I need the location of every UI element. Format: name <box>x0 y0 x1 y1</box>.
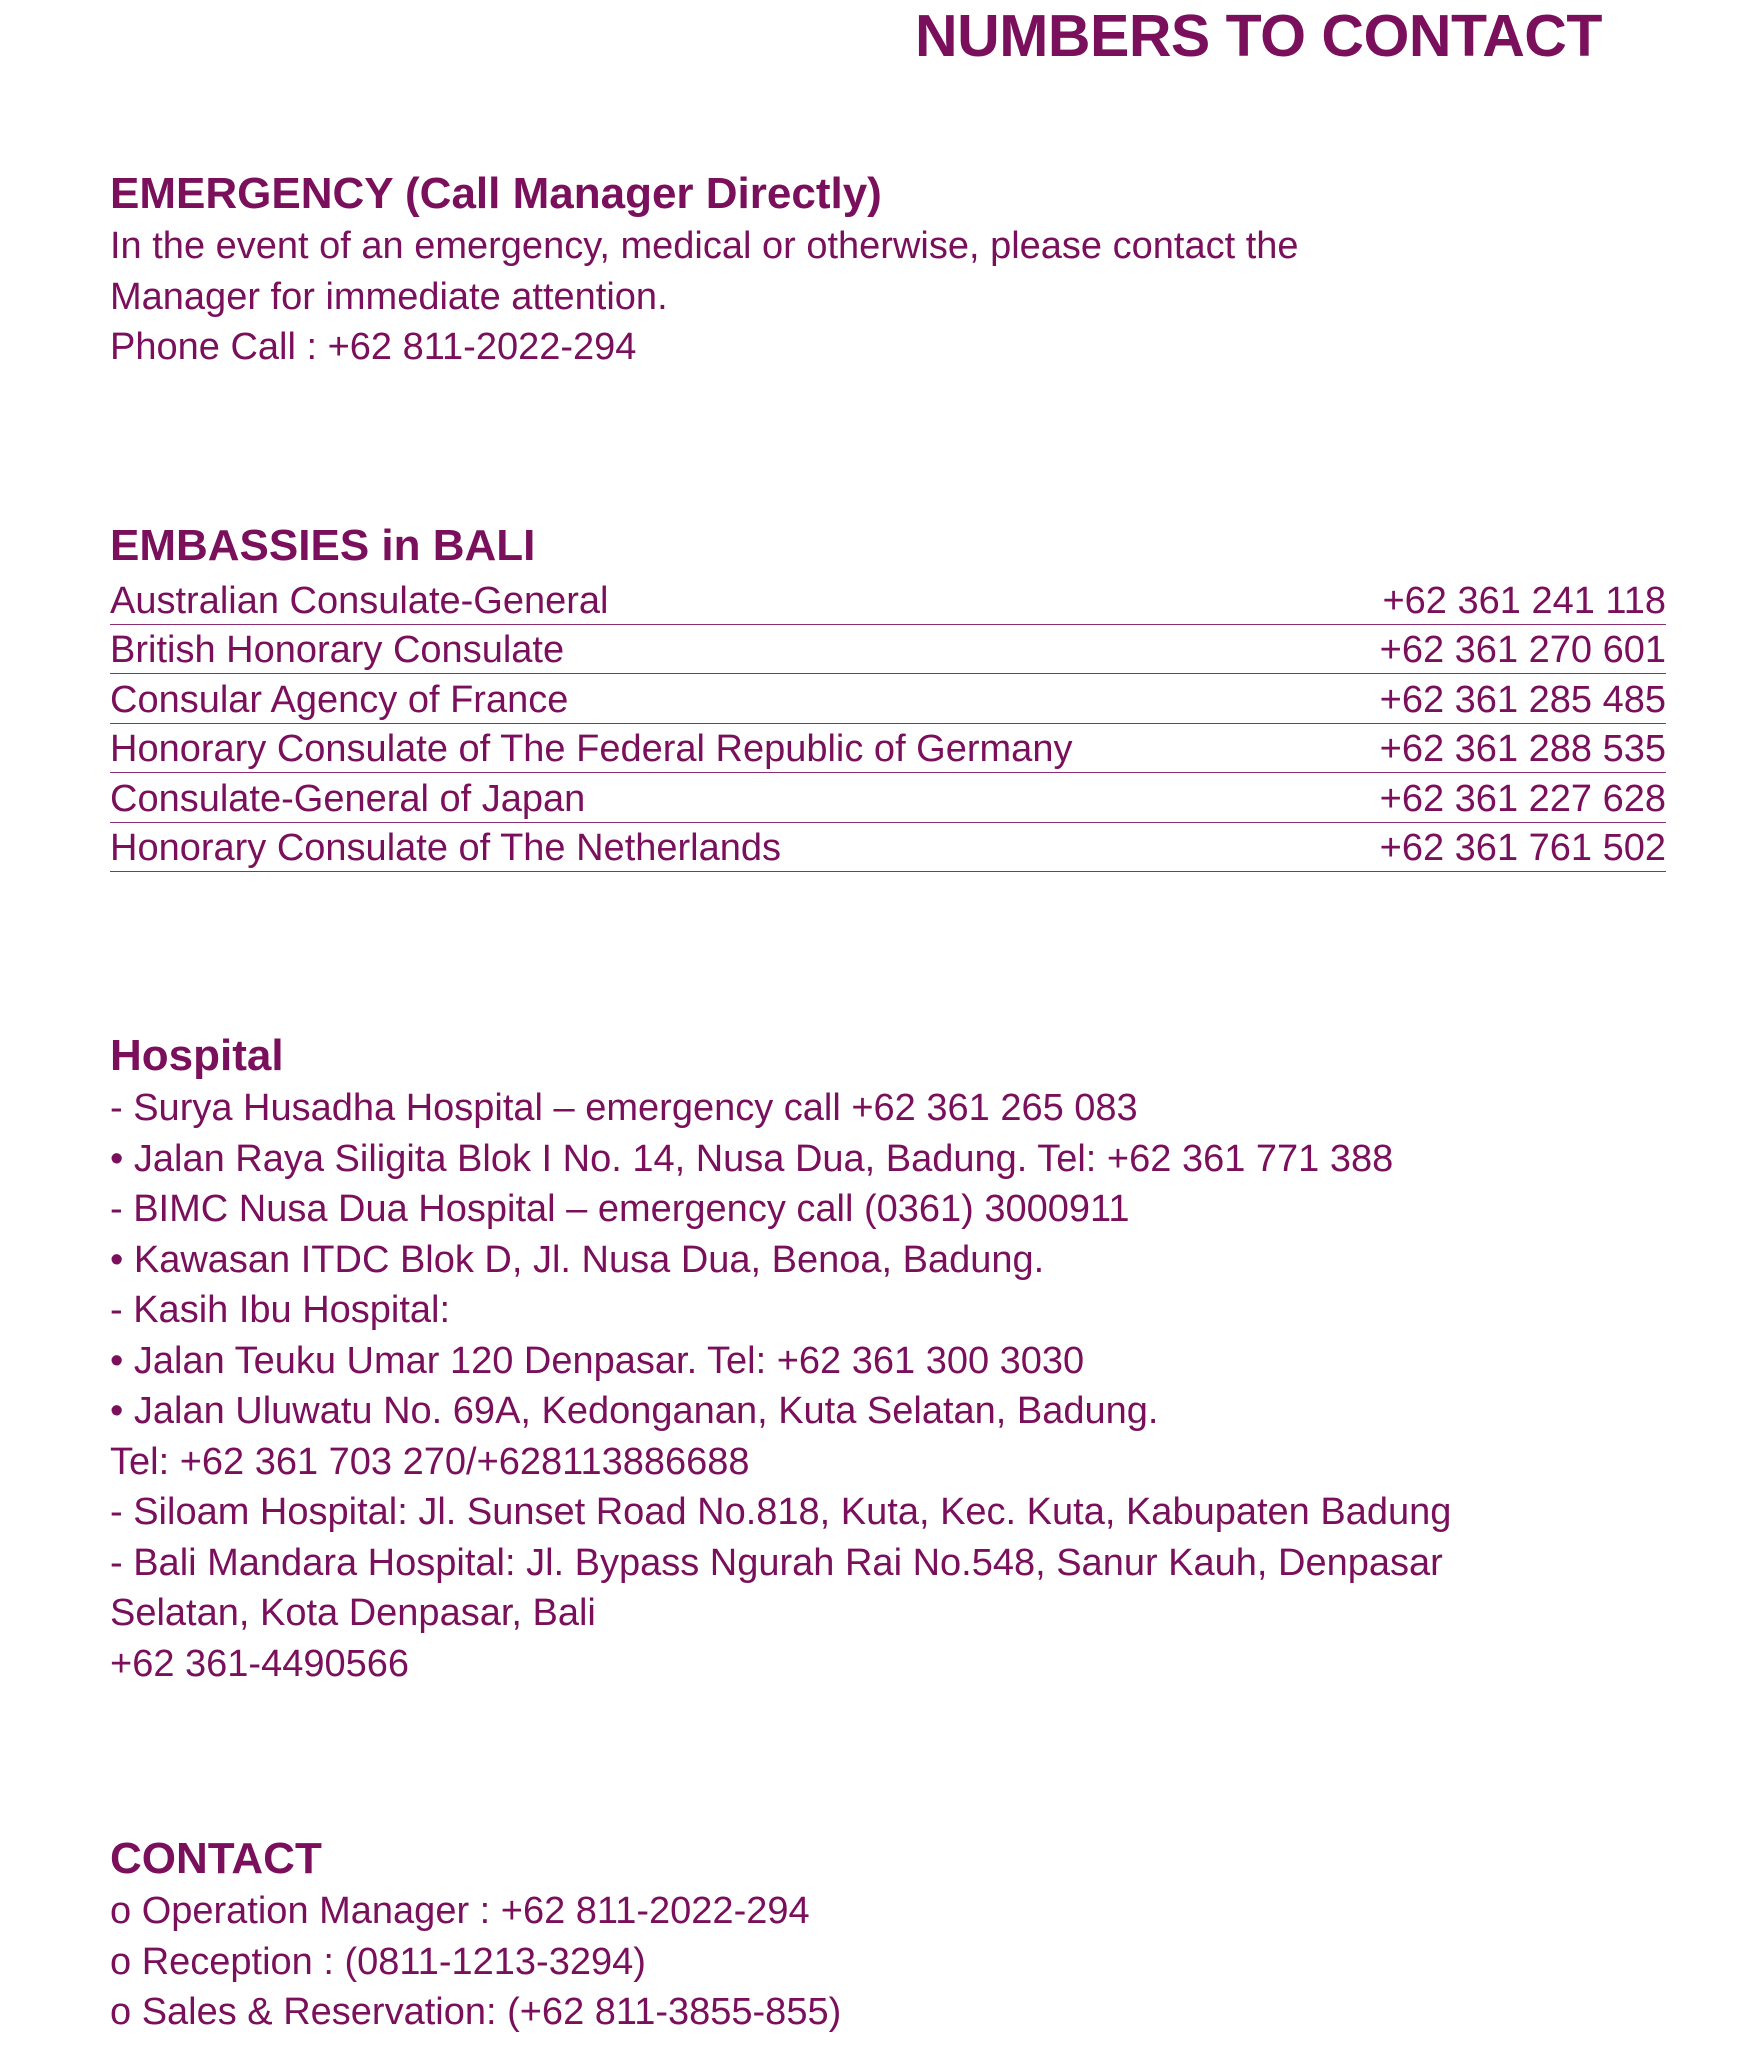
hospital-line: • Jalan Uluwatu No. 69A, Kedonganan, Kuta Selatan, Badung. <box>110 1390 1159 1432</box>
hospital-line: Selatan, Kota Denpasar, Bali <box>110 1592 596 1634</box>
embassy-phone: +62 361 288 535 <box>1379 728 1666 770</box>
embassy-row <box>110 625 1666 675</box>
hospital-line: • Kawasan ITDC Blok D, Jl. Nusa Dua, Benoa, Badung. <box>110 1238 1045 1281</box>
hospital-line: +62 361-4490566 <box>110 1642 410 1685</box>
hospital-heading: Hospital <box>110 1031 284 1080</box>
embassy-phone: +62 361 285 485 <box>1379 678 1666 721</box>
embassy-phone: +62 361 270 601 <box>1379 629 1666 671</box>
embassy-phone: +62 361 227 628 <box>1379 777 1666 820</box>
embassy-name: Honorary Consulate of The Federal Republic of Germany <box>110 728 1073 770</box>
embassies-section <box>110 519 1670 872</box>
embassies-heading: EMBASSIES in BALI <box>110 521 536 570</box>
emergency-line: Manager for immediate attention. <box>110 275 668 318</box>
hospital-line: - Kasih Ibu Hospital: <box>110 1289 451 1331</box>
embassy-name: Honorary Consulate of The Netherlands <box>110 827 782 869</box>
hospital-line: Tel: +62 361 703 270/+628113886688 <box>110 1440 750 1483</box>
emergency-section <box>110 167 1670 373</box>
contact-heading: CONTACT <box>110 1834 322 1883</box>
contact-line: o Reception : (0811-1213-3294) <box>110 1940 646 1983</box>
embassy-phone: +62 361 761 502 <box>1379 827 1666 869</box>
hospital-line: - Surya Husadha Hospital – emergency call +62 361 265 083 <box>110 1087 1138 1129</box>
hospital-line: • Jalan Raya Siligita Blok I No. 14, Nusa Dua, Badung. Tel: +62 361 771 388 <box>110 1137 1394 1180</box>
hospital-line: - Siloam Hospital: Jl. Sunset Road No.818, Kuta, Kec. Kuta, Kabupaten Badung <box>110 1491 1452 1533</box>
embassy-name: British Honorary Consulate <box>110 629 565 671</box>
embassy-table <box>110 575 1666 872</box>
embassy-phone: +62 361 241 118 <box>1382 579 1666 622</box>
embassy-row <box>110 575 1666 625</box>
embassy-row <box>110 674 1666 724</box>
embassy-row <box>110 724 1666 774</box>
hospital-line: - BIMC Nusa Dua Hospital – emergency call (0361) 3000911 <box>110 1188 1130 1230</box>
embassy-row <box>110 773 1666 823</box>
emergency-phone: Phone Call : +62 811-2022-294 <box>110 326 637 368</box>
emergency-line: In the event of an emergency, medical or otherwise, please contact the <box>110 225 1299 267</box>
emergency-heading: EMERGENCY (Call Manager Directly) <box>110 169 882 218</box>
embassy-name: Consulate-General of Japan <box>110 777 586 820</box>
hospital-line: • Jalan Teuku Umar 120 Denpasar. Tel: +62 361 300 3030 <box>110 1339 1085 1382</box>
embassy-name: Consular Agency of France <box>110 678 569 721</box>
hospital-line: - Bali Mandara Hospital: Jl. Bypass Ngurah Rai No.548, Sanur Kauh, Denpasar <box>110 1541 1443 1584</box>
contact-section <box>110 1832 1670 2038</box>
hospital-section <box>110 1029 1670 1689</box>
contact-line: o Operation Manager : +62 811-2022-294 <box>110 1890 810 1932</box>
page-title: NUMBERS TO CONTACT <box>915 3 1602 69</box>
embassy-name: Australian Consulate-General <box>110 579 609 622</box>
embassy-row <box>110 823 1666 873</box>
contact-line: o Sales & Reservation: (+62 811-3855-855) <box>110 1991 842 2033</box>
